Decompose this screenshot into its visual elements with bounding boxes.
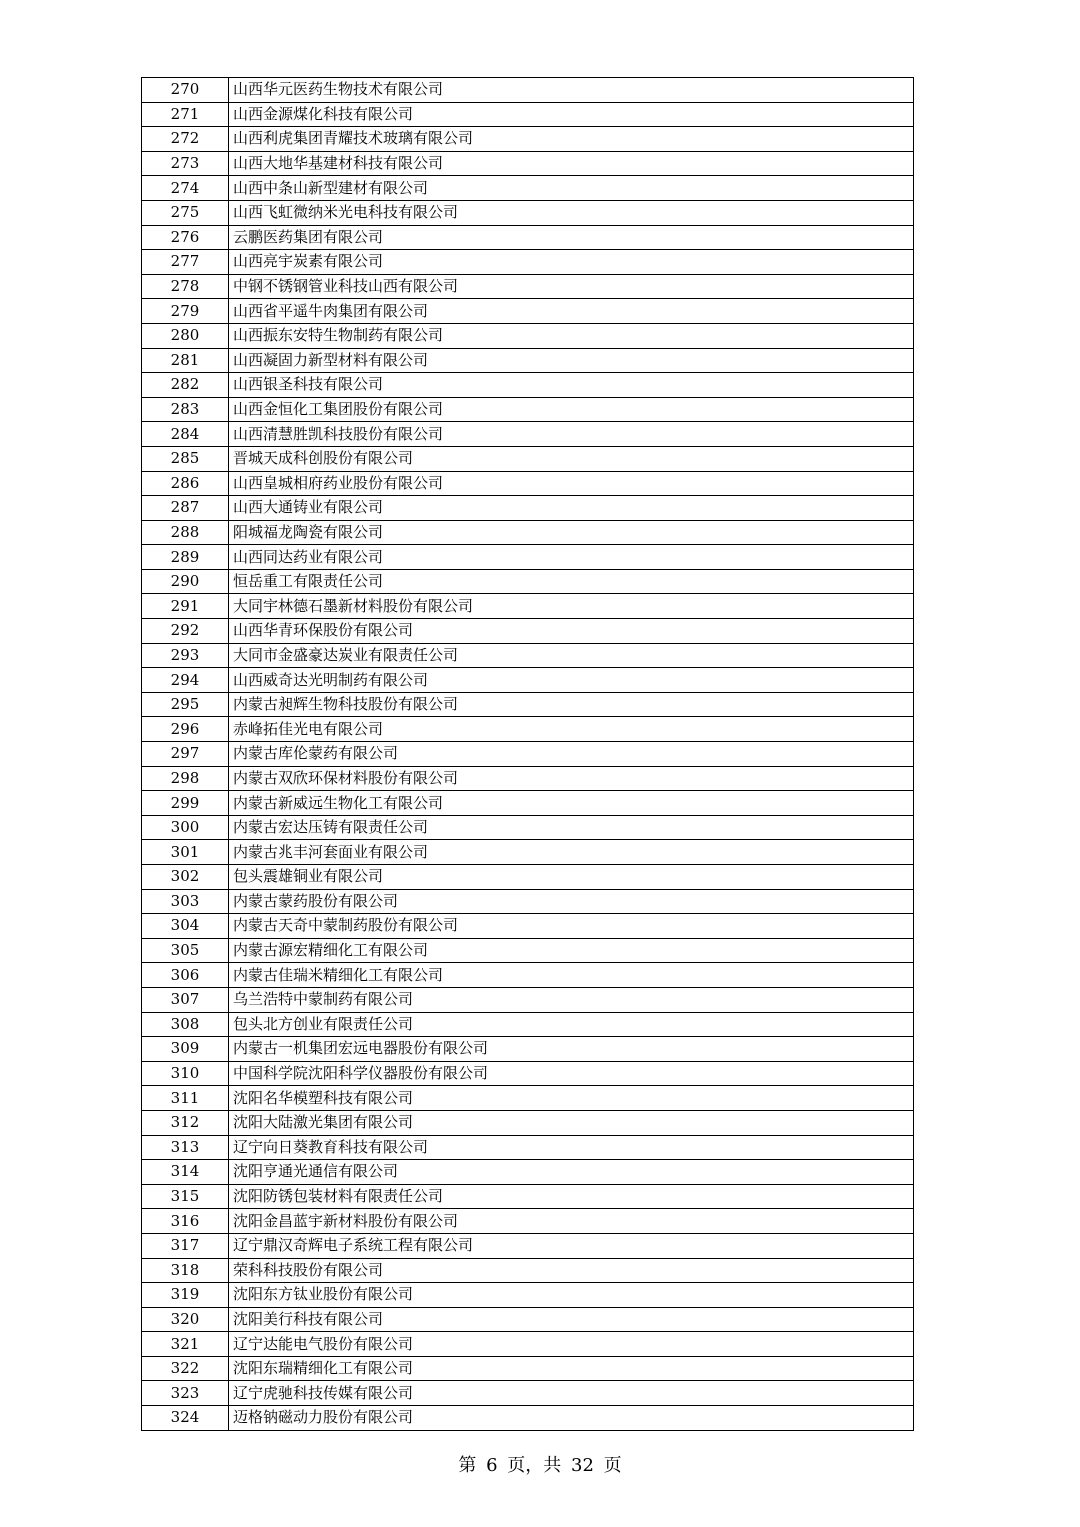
company-name: 辽宁向日葵教育科技有限公司 [229,1135,914,1160]
company-name: 山西凝固力新型材料有限公司 [229,348,914,373]
table-row [142,865,914,890]
company-name: 内蒙古一机集团宏远电器股份有限公司 [229,1037,914,1062]
row-number: 305 [142,938,229,963]
row-number: 281 [142,348,229,373]
row-number: 272 [142,127,229,152]
table-row [142,1406,914,1431]
row-number: 271 [142,102,229,127]
company-name: 山西皇城相府药业股份有限公司 [229,471,914,496]
row-number: 304 [142,914,229,939]
row-number: 291 [142,594,229,619]
company-name: 山西亮宇炭素有限公司 [229,250,914,275]
table-row [142,619,914,644]
company-name: 包头北方创业有限责任公司 [229,1012,914,1037]
table-row [142,200,914,225]
company-name: 山西华元医药生物技术有限公司 [229,78,914,103]
company-name: 中国科学院沈阳科学仪器股份有限公司 [229,1061,914,1086]
row-number: 321 [142,1332,229,1357]
row-number: 285 [142,446,229,471]
table-row [142,668,914,693]
table-row [142,766,914,791]
row-number: 275 [142,200,229,225]
company-name: 中钢不锈钢管业科技山西有限公司 [229,274,914,299]
table-row [142,938,914,963]
table-row [142,397,914,422]
row-number: 315 [142,1184,229,1209]
row-number: 284 [142,422,229,447]
table-row [142,520,914,545]
table-row [142,1209,914,1234]
row-number: 277 [142,250,229,275]
table-row [142,1258,914,1283]
table-row [142,815,914,840]
row-number: 294 [142,668,229,693]
table-row [142,963,914,988]
row-number: 317 [142,1233,229,1258]
company-name: 荣科科技股份有限公司 [229,1258,914,1283]
table-row [142,446,914,471]
row-number: 280 [142,323,229,348]
company-name: 山西银圣科技有限公司 [229,373,914,398]
table-row [142,348,914,373]
company-name: 山西金恒化工集团股份有限公司 [229,397,914,422]
company-name: 内蒙古佳瑞米精细化工有限公司 [229,963,914,988]
table-row [142,1037,914,1062]
company-name: 赤峰拓佳光电有限公司 [229,717,914,742]
row-number: 273 [142,151,229,176]
company-name: 辽宁鼎汉奇辉电子系统工程有限公司 [229,1233,914,1258]
table-row [142,643,914,668]
row-number: 295 [142,692,229,717]
table-row [142,471,914,496]
table-row [142,1086,914,1111]
company-name: 沈阳东瑞精细化工有限公司 [229,1356,914,1381]
company-name: 山西大通铸业有限公司 [229,496,914,521]
company-name: 内蒙古昶辉生物科技股份有限公司 [229,692,914,717]
row-number: 293 [142,643,229,668]
table-row [142,102,914,127]
table-row [142,791,914,816]
row-number: 290 [142,569,229,594]
row-number: 320 [142,1307,229,1332]
row-number: 279 [142,299,229,324]
company-name: 云鹏医药集团有限公司 [229,225,914,250]
table-row [142,692,914,717]
row-number: 300 [142,815,229,840]
company-name: 辽宁虎驰科技传媒有限公司 [229,1381,914,1406]
row-number: 318 [142,1258,229,1283]
table-row [142,1332,914,1357]
row-number: 310 [142,1061,229,1086]
row-number: 287 [142,496,229,521]
company-name: 包头震雄铜业有限公司 [229,865,914,890]
table-row [142,496,914,521]
company-name: 内蒙古天奇中蒙制药股份有限公司 [229,914,914,939]
company-list-body [142,78,914,1431]
table-row [142,1160,914,1185]
row-number: 323 [142,1381,229,1406]
company-name: 山西华青环保股份有限公司 [229,619,914,644]
table-row [142,176,914,201]
table-row [142,1283,914,1308]
company-name: 大同宇林德石墨新材料股份有限公司 [229,594,914,619]
table-row [142,1184,914,1209]
table-row [142,1381,914,1406]
company-name: 山西中条山新型建材有限公司 [229,176,914,201]
row-number: 282 [142,373,229,398]
table-row [142,1356,914,1381]
company-name: 山西威奇达光明制药有限公司 [229,668,914,693]
table-row [142,569,914,594]
row-number: 307 [142,987,229,1012]
company-name: 内蒙古库伦蒙药有限公司 [229,742,914,767]
table-row [142,299,914,324]
row-number: 297 [142,742,229,767]
company-list-table [141,77,914,1431]
company-name: 晋城天成科创股份有限公司 [229,446,914,471]
table-row [142,1061,914,1086]
row-number: 312 [142,1110,229,1135]
row-number: 286 [142,471,229,496]
company-name: 山西金源煤化科技有限公司 [229,102,914,127]
table-row [142,717,914,742]
row-number: 324 [142,1406,229,1431]
table-row [142,1012,914,1037]
table-row [142,127,914,152]
company-name: 沈阳大陆激光集团有限公司 [229,1110,914,1135]
company-name: 山西振东安特生物制药有限公司 [229,323,914,348]
company-name: 山西利虎集团青耀技术玻璃有限公司 [229,127,914,152]
table-row [142,151,914,176]
table-row [142,1307,914,1332]
row-number: 322 [142,1356,229,1381]
table-row [142,250,914,275]
company-name: 山西清慧胜凯科技股份有限公司 [229,422,914,447]
row-number: 303 [142,889,229,914]
company-name: 沈阳名华模塑科技有限公司 [229,1086,914,1111]
row-number: 314 [142,1160,229,1185]
company-name: 沈阳防锈包装材料有限责任公司 [229,1184,914,1209]
company-name: 内蒙古新威远生物化工有限公司 [229,791,914,816]
row-number: 313 [142,1135,229,1160]
table-row [142,742,914,767]
row-number: 309 [142,1037,229,1062]
row-number: 299 [142,791,229,816]
row-number: 301 [142,840,229,865]
table-row [142,323,914,348]
table-row [142,373,914,398]
row-number: 296 [142,717,229,742]
row-number: 302 [142,865,229,890]
table-row [142,545,914,570]
row-number: 278 [142,274,229,299]
company-name: 辽宁达能电气股份有限公司 [229,1332,914,1357]
company-name: 沈阳东方钛业股份有限公司 [229,1283,914,1308]
company-name: 内蒙古双欣环保材料股份有限公司 [229,766,914,791]
row-number: 274 [142,176,229,201]
table-row [142,225,914,250]
table-row [142,274,914,299]
table-row [142,1110,914,1135]
table-row [142,422,914,447]
company-name: 内蒙古源宏精细化工有限公司 [229,938,914,963]
company-name: 阳城福龙陶瓷有限公司 [229,520,914,545]
table-row [142,987,914,1012]
company-name: 山西省平遥牛肉集团有限公司 [229,299,914,324]
company-name: 恒岳重工有限责任公司 [229,569,914,594]
row-number: 308 [142,1012,229,1037]
company-name: 沈阳美行科技有限公司 [229,1307,914,1332]
row-number: 270 [142,78,229,103]
row-number: 298 [142,766,229,791]
row-number: 288 [142,520,229,545]
company-name: 山西飞虹微纳米光电科技有限公司 [229,200,914,225]
company-name: 迈格钠磁动力股份有限公司 [229,1406,914,1431]
company-name: 内蒙古兆丰河套面业有限公司 [229,840,914,865]
company-name: 沈阳金昌蓝宇新材料股份有限公司 [229,1209,914,1234]
row-number: 311 [142,1086,229,1111]
company-name: 沈阳亨通光通信有限公司 [229,1160,914,1185]
company-name: 内蒙古蒙药股份有限公司 [229,889,914,914]
page-footer: 第 6 页，共 32 页 [458,1455,622,1476]
table-row [142,914,914,939]
company-name: 乌兰浩特中蒙制药有限公司 [229,987,914,1012]
row-number: 292 [142,619,229,644]
table-row [142,1135,914,1160]
row-number: 316 [142,1209,229,1234]
table-row [142,889,914,914]
table-row [142,594,914,619]
row-number: 276 [142,225,229,250]
row-number: 283 [142,397,229,422]
table-row [142,840,914,865]
table-row [142,78,914,103]
company-name: 山西大地华基建材科技有限公司 [229,151,914,176]
company-name: 大同市金盛豪达炭业有限责任公司 [229,643,914,668]
company-name: 内蒙古宏达压铸有限责任公司 [229,815,914,840]
table-row [142,1233,914,1258]
company-name: 山西同达药业有限公司 [229,545,914,570]
row-number: 319 [142,1283,229,1308]
row-number: 306 [142,963,229,988]
row-number: 289 [142,545,229,570]
